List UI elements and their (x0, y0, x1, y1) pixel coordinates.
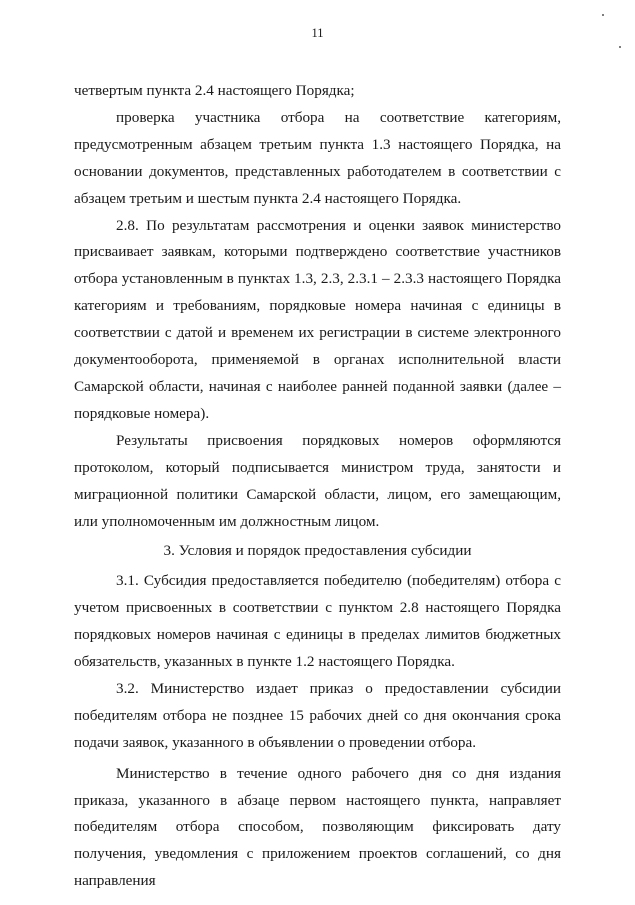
paragraph: четвертым пункта 2.4 настоящего Порядка; (74, 82, 355, 99)
paragraph: 3.2. Министерство издает приказ о предоставлении субсидии победителям отбора не позднее 15 рабочих дней со дня окончания срока подачи заявок, указанного в объявлении о проведении отбора. (74, 679, 561, 751)
paragraph: 3.1. Субсидия предоставляется победителю (победителям) отбора с учетом присвоенных в соответствии с пунктом 2.8 настоящего Порядка порядковых номеров начиная с единицы в пределах лимитов бюджетных обязательств, указанных в пункте 1.2 настоящего Порядка. (74, 572, 561, 671)
scan-speck (619, 46, 621, 48)
scan-speck (602, 14, 604, 16)
document-body (74, 78, 561, 895)
page-number: 11 (311, 26, 324, 40)
paragraph: Министерство в течение одного рабочего дня со дня издания приказа, указанного в абзаце первом настоящего пункта, направляет победителям отбора способом, позволяющим фиксировать дату получения, уведомления с приложением проектов соглашений, со дня направления (74, 764, 561, 890)
paragraph: проверка участника отбора на соответствие категориям, предусмотренным абзацем третьим пункта 1.3 настоящего Порядка, на основании документов, представленных работодателем в соответствии с абзацем третьим и шестым пункта 2.4 настоящего Порядка. (74, 108, 561, 207)
section-heading: 3. Условия и порядок предоставления субсидии (163, 542, 472, 560)
paragraph: 2.8. По результатам рассмотрения и оценки заявок министерство присваивает заявкам, которыми подтверждено соответствие участников отбора установленным в пунктах 1.3, 2.3, 2.3.1 – 2.3.3 настоящего Порядка категориям и требованиям, порядковые номера начиная с единицы в соответствии с датой и временем их регистрации в системе электронного документооборота, применяемой в органах исполнительной власти Самарской области, начиная с наиболее ранней поданной заявки (далее – порядковые номера). (74, 216, 561, 422)
paragraph: Результаты присвоения порядковых номеров оформляются протоколом, который подписывается министром труда, занятости и миграционной политики Самарской области, лицом, его замещающим, или уполномоченным им должностным лицом. (74, 431, 561, 530)
